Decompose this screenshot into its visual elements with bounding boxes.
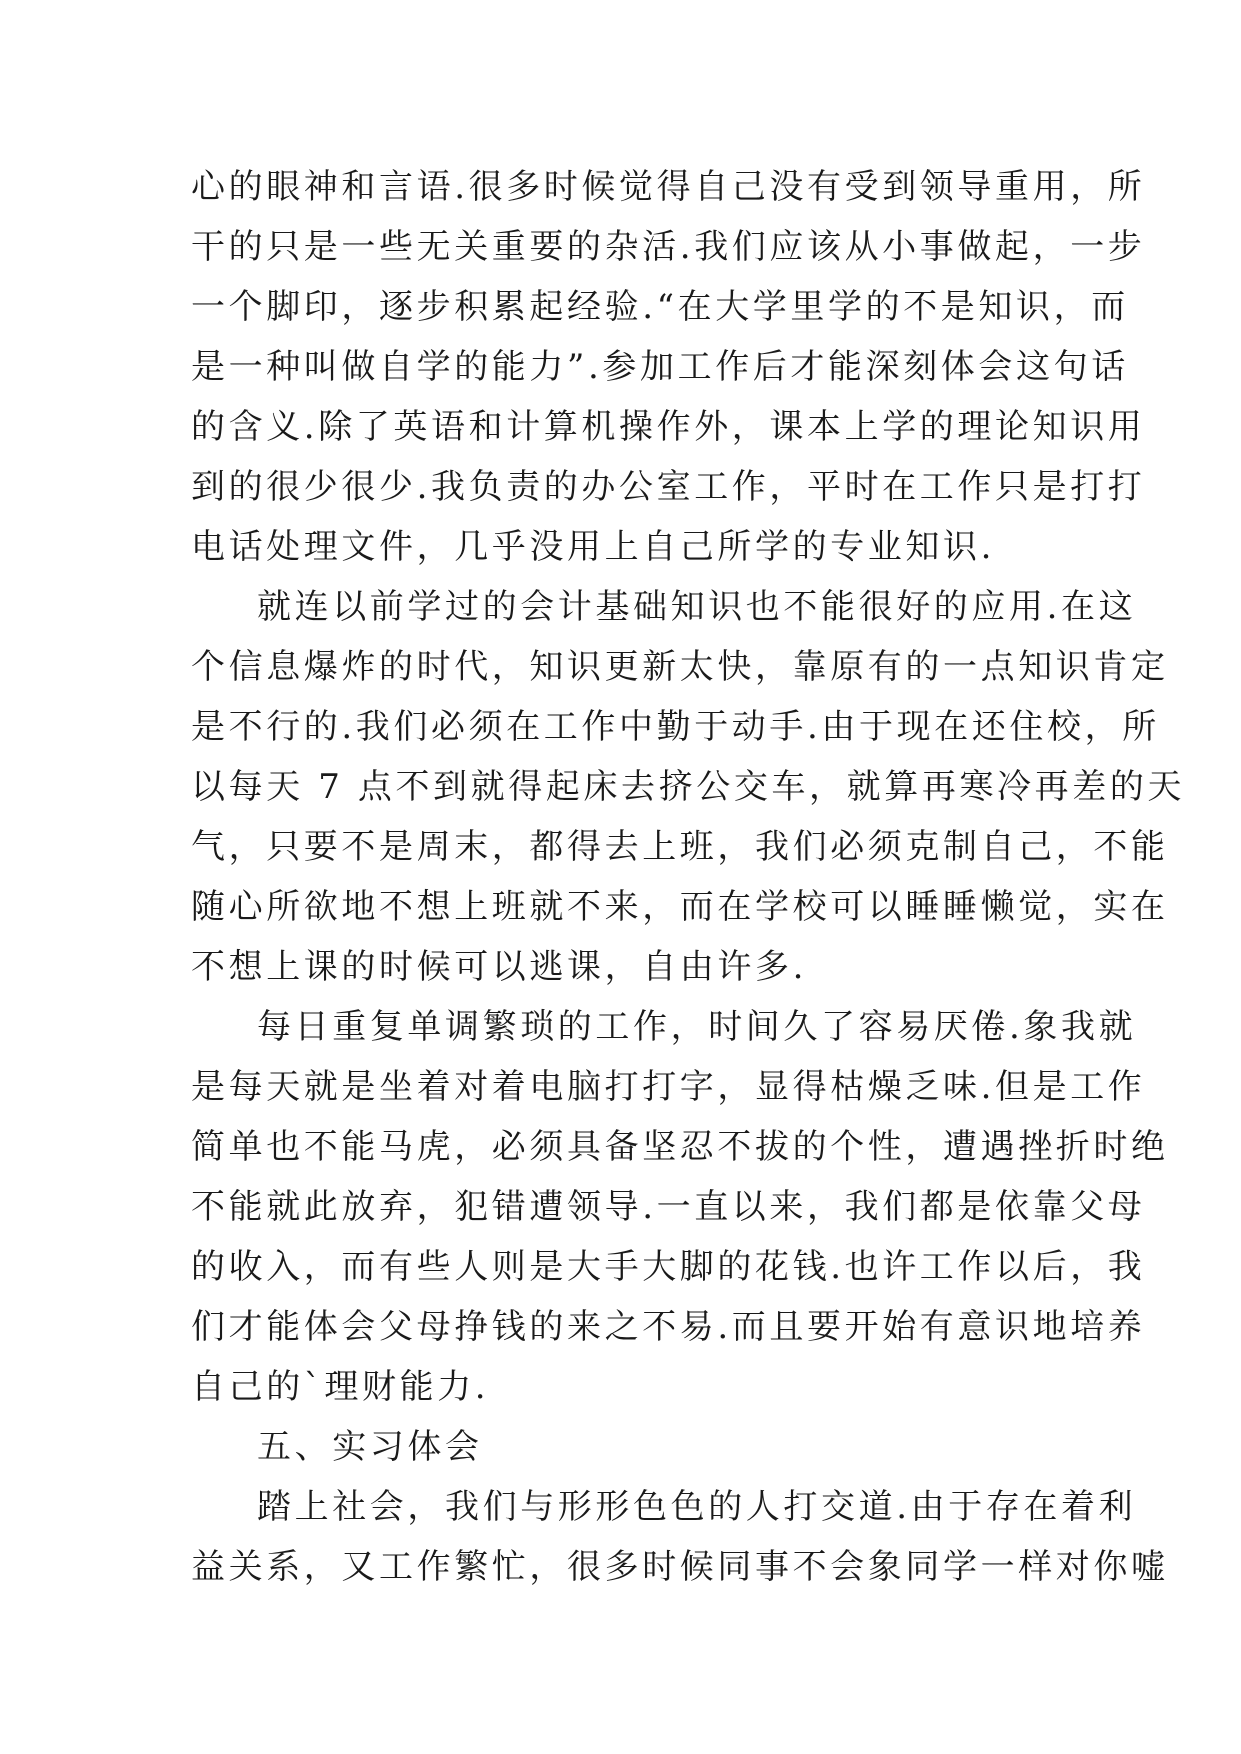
text-line: 电话处理文件，几乎没用上自己所学的专业知识. xyxy=(191,527,996,567)
paragraph-first-line: 每日重复单调繁琐的工作，时间久了容易厌倦.象我就 xyxy=(257,1007,1137,1047)
text-line: 不能就此放弃，犯错遭领导.一直以来，我们都是依靠父母 xyxy=(191,1187,1146,1227)
text-line: 心的眼神和言语.很多时候觉得自己没有受到领导重用，所 xyxy=(191,167,1146,207)
text-line: 简单也不能马虎，必须具备坚忍不拔的个性，遭遇挫折时绝 xyxy=(191,1127,1169,1167)
text-line: 是一种叫做自学的能力”.参加工作后才能深刻体会这句话 xyxy=(191,347,1129,387)
paragraph-first-line: 就连以前学过的会计基础知识也不能很好的应用.在这 xyxy=(257,587,1137,627)
text-line: 到的很少很少.我负责的办公室工作，平时在工作只是打打 xyxy=(191,467,1146,507)
text-line: 是每天就是坐着对着电脑打打字，显得枯燥乏味.但是工作 xyxy=(191,1067,1146,1107)
text-line: 们才能体会父母挣钱的来之不易.而且要开始有意识地培养 xyxy=(191,1307,1146,1347)
text-line: 以每天 7 点不到就得起床去挤公交车，就算再寒冷再差的天 xyxy=(191,767,1186,807)
text-line: 气，只要不是周末，都得去上班，我们必须克制自己，不能 xyxy=(191,827,1169,867)
document-body xyxy=(191,157,1186,1597)
text-line: 不想上课的时候可以逃课，自由许多. xyxy=(191,947,808,987)
text-line: 干的只是一些无关重要的杂活.我们应该从小事做起，一步 xyxy=(191,227,1146,267)
text-line: 是不行的.我们必须在工作中勤于动手.由于现在还住校，所 xyxy=(191,707,1160,747)
paragraph-first-line: 踏上社会，我们与形形色色的人打交道.由于存在着利 xyxy=(257,1487,1137,1527)
text-line: 自己的`理财能力. xyxy=(191,1367,490,1407)
text-line: 随心所欲地不想上班就不来，而在学校可以睡睡懒觉，实在 xyxy=(191,887,1169,927)
text-line: 个信息爆炸的时代，知识更新太快，靠原有的一点知识肯定 xyxy=(191,647,1169,687)
text-line: 的含义.除了英语和计算机操作外，课本上学的理论知识用 xyxy=(191,407,1146,447)
text-line: 的收入，而有些人则是大手大脚的花钱.也许工作以后，我 xyxy=(191,1247,1146,1287)
section-heading: 五、实习体会 xyxy=(257,1427,483,1467)
text-line: 一个脚印，逐步积累起经验.“在大学里学的不是知识，而 xyxy=(191,287,1129,327)
text-line: 益关系，又工作繁忙，很多时候同事不会象同学一样对你嘘 xyxy=(191,1547,1169,1587)
